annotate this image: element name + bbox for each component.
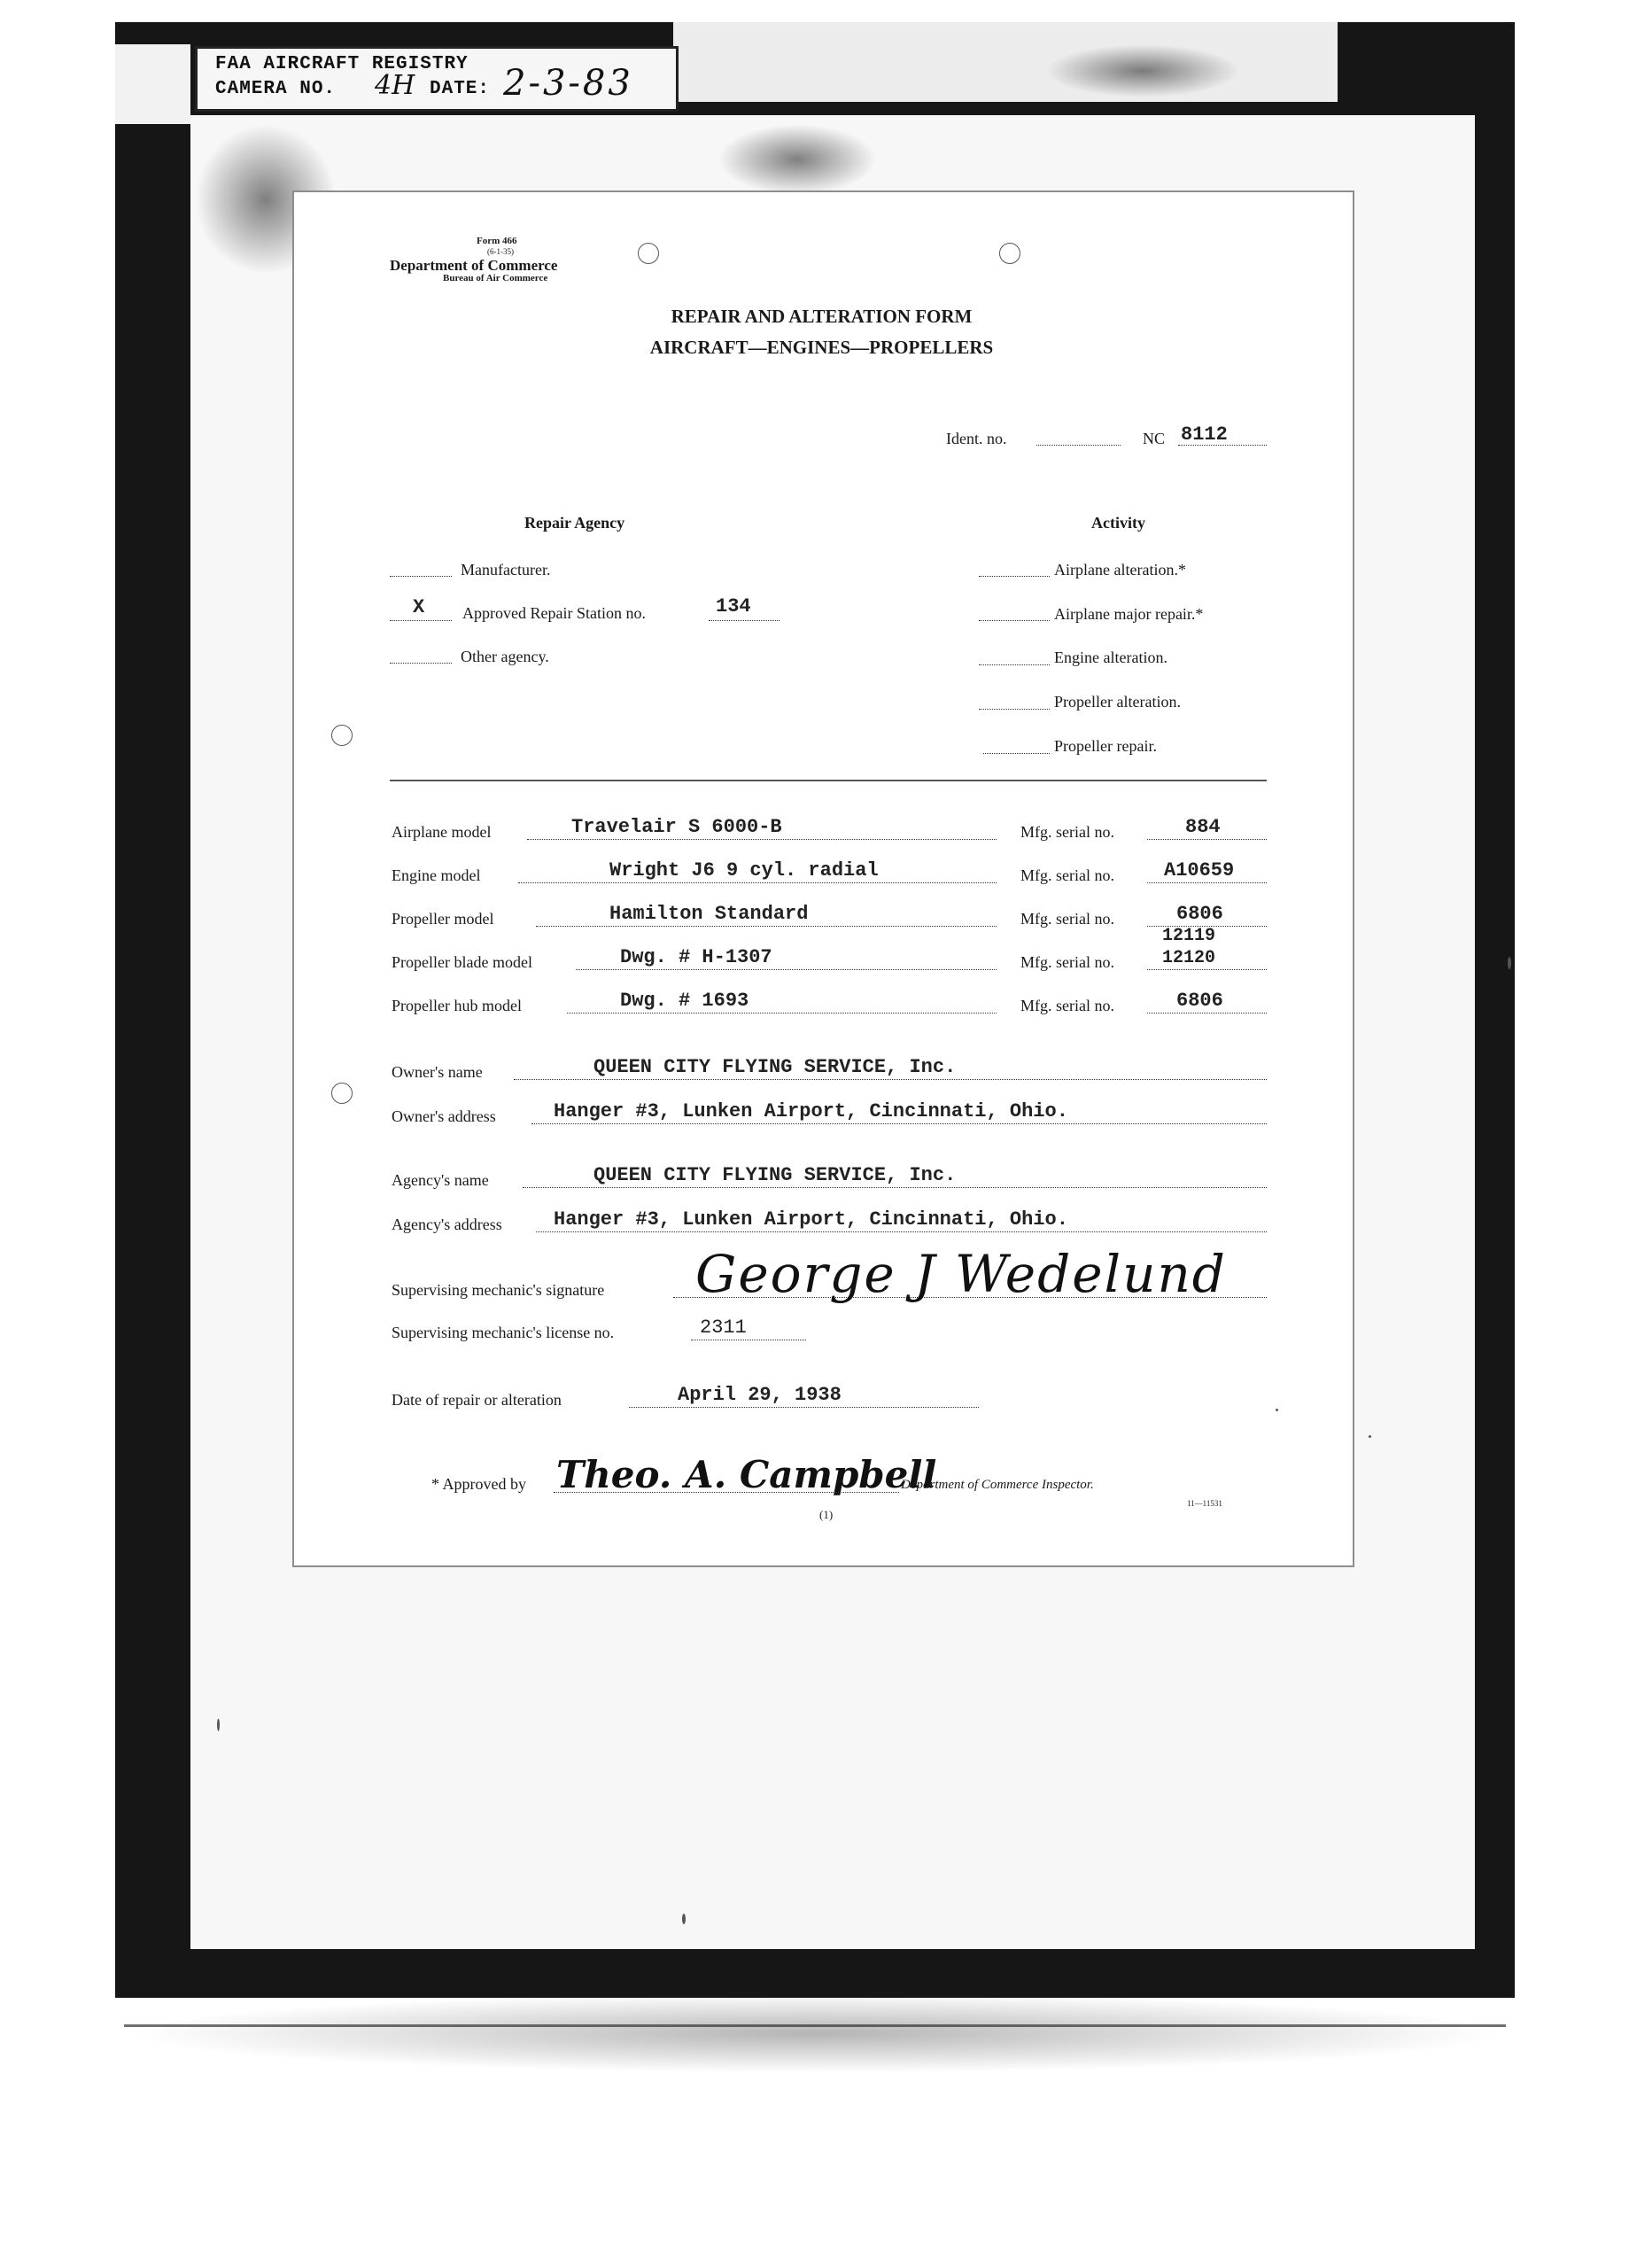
propeller-serial-label: Mfg. serial no.: [1020, 910, 1114, 928]
repair-date-label: Date of repair or alteration: [392, 1391, 562, 1409]
activity-engine-alteration: Engine alteration.: [1054, 649, 1167, 666]
department-name: Department of Commerce: [390, 257, 558, 274]
ident-value: 8112: [1181, 423, 1228, 446]
form-subtitle: AIRCRAFT—ENGINES—PROPELLERS: [649, 337, 994, 358]
scan-speck: [1276, 1409, 1278, 1411]
scan-smudge: [718, 124, 877, 195]
stamp-camera-no: 4H: [375, 70, 415, 101]
owner-address-value: Hanger #3, Lunken Airport, Cincinnati, Ohio.: [554, 1100, 1068, 1122]
agency-name-value: QUEEN CITY FLYING SERVICE, Inc.: [593, 1164, 957, 1186]
approved-station-number: 134: [716, 595, 751, 617]
repair-agency-heading: Repair Agency: [524, 514, 625, 532]
punch-circle: [331, 725, 353, 746]
ident-label: Ident. no.: [946, 430, 1007, 447]
approved-station-mark: X: [413, 596, 425, 618]
blade-serial-value: 12120: [1162, 948, 1216, 968]
manufacturer-label: Manufacturer.: [461, 561, 551, 579]
frame-corner-wash: [115, 44, 190, 124]
owner-address-label: Owner's address: [392, 1107, 496, 1125]
activity-airplane-major-repair: Airplane major repair.*: [1054, 605, 1204, 623]
section-divider: [390, 780, 1267, 781]
blade-model-label: Propeller blade model: [392, 953, 532, 971]
scan-speck: [217, 1719, 220, 1731]
agency-address-label: Agency's address: [392, 1216, 502, 1233]
engine-model-label: Engine model: [392, 866, 481, 884]
registry-stamp: [195, 46, 679, 112]
propeller-model-value: Hamilton Standard: [609, 903, 809, 925]
punch-circle: [331, 1083, 353, 1104]
airplane-serial-label: Mfg. serial no.: [1020, 823, 1114, 841]
form-number: Form 466: [477, 236, 517, 246]
hub-model-label: Propeller hub model: [392, 997, 522, 1014]
bureau-name: Bureau of Air Commerce: [443, 273, 548, 284]
owner-name-label: Owner's name: [392, 1063, 483, 1081]
approved-by-label: * Approved by: [431, 1475, 526, 1493]
form-date: (6-1-35): [487, 247, 514, 256]
punch-circle: [999, 243, 1020, 264]
punch-circle: [638, 243, 659, 264]
stamp-camera-label: CAMERA NO.: [215, 79, 337, 99]
stamp-date-value: 2-3-83: [503, 63, 633, 104]
blade-serial-value-upper: 12119: [1162, 926, 1216, 946]
propeller-model-label: Propeller model: [392, 910, 494, 928]
scan-smudge: [124, 1993, 1506, 2073]
hub-serial-label: Mfg. serial no.: [1020, 997, 1114, 1014]
stamp-title: FAA AIRCRAFT REGISTRY: [215, 54, 469, 74]
inspector-title: Department of Commerce Inspector.: [901, 1478, 1094, 1492]
activity-heading: Activity: [1091, 514, 1145, 532]
hub-model-value: Dwg. # 1693: [620, 990, 749, 1012]
approved-station-label: Approved Repair Station no.: [462, 604, 646, 622]
engine-serial-value: A10659: [1164, 859, 1235, 882]
agency-address-value: Hanger #3, Lunken Airport, Cincinnati, Ohio.: [554, 1208, 1068, 1231]
blade-serial-label: Mfg. serial no.: [1020, 953, 1114, 971]
inspector-signature: Theo. A. Campbell: [556, 1453, 937, 1496]
airplane-serial-value: 884: [1185, 816, 1221, 838]
mechanic-license-value: 2311: [700, 1317, 747, 1339]
mechanic-license-label: Supervising mechanic's license no.: [392, 1324, 615, 1341]
scan-speck: [1508, 957, 1511, 969]
airplane-model-value: Travelair S 6000-B: [571, 816, 782, 838]
repair-date-value: April 29, 1938: [678, 1384, 842, 1406]
engine-serial-label: Mfg. serial no.: [1020, 866, 1114, 884]
engine-model-value: Wright J6 9 cyl. radial: [609, 859, 879, 882]
agency-name-label: Agency's name: [392, 1171, 489, 1189]
blade-model-value: Dwg. # H-1307: [620, 946, 772, 968]
owner-name-value: QUEEN CITY FLYING SERVICE, Inc.: [593, 1056, 957, 1078]
print-code: 11—11531: [1187, 1499, 1222, 1508]
mechanic-signature: George J Wedelund: [695, 1244, 1227, 1304]
hub-serial-value: 6806: [1176, 990, 1223, 1012]
activity-airplane-alteration: Airplane alteration.*: [1054, 561, 1186, 579]
activity-propeller-alteration: Propeller alteration.: [1054, 693, 1181, 711]
mechanic-signature-label: Supervising mechanic's signature: [392, 1281, 605, 1299]
stamp-date-label: DATE:: [430, 79, 491, 99]
other-agency-label: Other agency.: [461, 648, 549, 665]
scan-speck: [1369, 1435, 1371, 1438]
scan-smudge: [1045, 44, 1240, 97]
scan-speck: [682, 1914, 686, 1924]
scan-streak: [124, 2024, 1506, 2027]
page-number: (1): [819, 1508, 834, 1521]
airplane-model-label: Airplane model: [392, 823, 492, 841]
ident-prefix: NC: [1143, 430, 1166, 447]
form-title: REPAIR AND ALTERATION FORM: [671, 306, 973, 327]
activity-propeller-repair: Propeller repair.: [1054, 737, 1157, 755]
propeller-serial-value: 6806: [1176, 903, 1223, 925]
